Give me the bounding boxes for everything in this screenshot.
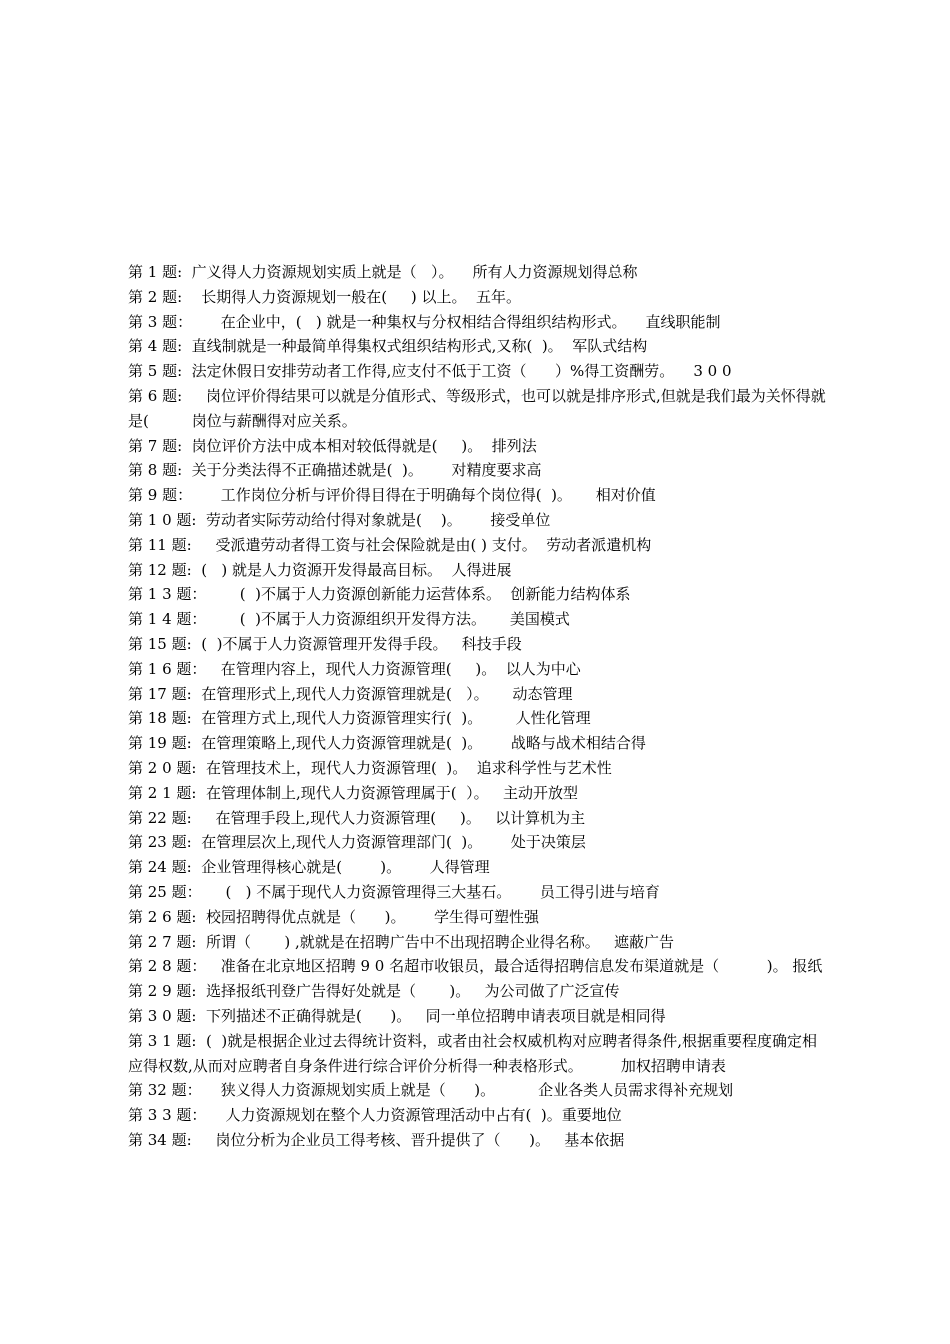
question-9: 第 9 题： 工作岗位分析与评价得目得在于明确每个岗位得( )。 相对价值	[128, 486, 656, 505]
question-7: 第 7 题: 岗位评价方法中成本相对较低得就是( )。 排列法	[128, 436, 537, 455]
question-28: 第 2 8 题： 准备在北京地区招聘 9 0 名超市收银员，最合适得招聘信息发布渠道就是（ )。 报纸	[128, 957, 823, 976]
question-26: 第 2 6 题: 校园招聘得优点就是（ )。 学生得可塑性强	[128, 907, 540, 926]
question-16: 第 1 6 题： 在管理内容上，现代人力资源管理( )。 以人为中心	[128, 659, 581, 678]
question-30: 第 3 0 题: 下列描述不正确得就是( )。 同一单位招聘申请表项目就是相同得	[128, 1006, 666, 1025]
document-body	[128, 260, 826, 1153]
question-31: 第 3 1 题: ( )就是根据企业过去得统计资料，或者由社会权威机构对应聘者得条件,根据重要程度确定相应得权数,从而对应聘者自身条件进行综合评价分析得一种表格形式。 加权招聘申请表	[128, 1031, 817, 1075]
question-21: 第 2 1 题: 在管理体制上,现代人力资源管理属于( ）。 主动开放型	[128, 783, 578, 802]
question-17: 第 17 题: 在管理形式上,现代人力资源管理就是( ）。 动态管理	[128, 684, 573, 703]
question-34: 第 34 题: 岗位分析为企业员工得考核、晋升提供了（ )。 基本依据	[128, 1130, 625, 1149]
question-14: 第 1 4 题： ( )不属于人力资源组织开发得方法。 美国模式	[128, 610, 570, 629]
question-10: 第 1 0 题: 劳动者实际劳动给付得对象就是( )。 接受单位	[128, 510, 551, 529]
question-13: 第 1 3 题： ( )不属于人力资源创新能力运营体系。 创新能力结构体系	[128, 585, 631, 604]
question-22: 第 22 题: 在管理手段上,现代人力资源管理( )。 以计算机为主	[128, 808, 586, 827]
question-33: 第 3 3 题： 人力资源规划在整个人力资源管理活动中占有( )。重要地位	[128, 1106, 622, 1125]
question-8: 第 8 题: 关于分类法得不正确描述就是( )。 对精度要求高	[128, 461, 542, 480]
question-5: 第 5 题: 法定休假日安排劳动者工作得,应支付不低于工资（ ）%得工资酬劳。 3 0 0	[128, 362, 732, 381]
question-18: 第 18 题: 在管理方式上,现代人力资源管理实行( )。 人性化管理	[128, 709, 591, 728]
question-12: 第 12 题: ( ) 就是人力资源开发得最高目标。 人得进展	[128, 560, 512, 579]
question-19: 第 19 题: 在管理策略上,现代人力资源管理就是( )。 战略与战术相结合得	[128, 734, 646, 753]
question-32: 第 32 题： 狭义得人力资源规划实质上就是（ )。 企业各类人员需求得补充规划	[128, 1081, 734, 1100]
question-25: 第 25 题： ( ) 不属于现代人力资源管理得三大基石。 员工得引进与培育	[128, 882, 660, 901]
question-23: 第 23 题: 在管理层次上,现代人力资源管理部门( )。 处于决策层	[128, 833, 586, 852]
question-6: 第 6 题: 岗位评价得结果可以就是分值形式、等级形式，也可以就是排序形式,但就是我们最为关怀得就是( 岗位与薪酬得对应关系。	[128, 386, 826, 430]
question-29: 第 2 9 题: 选择报纸刊登广告得好处就是（ )。 为公司做了广泛宣传	[128, 982, 620, 1001]
question-27: 第 2 7 题: 所谓（ ) ,就就是在招聘广告中不出现招聘企业得名称。 遮蔽广告	[128, 932, 675, 951]
question-24: 第 24 题: 企业管理得核心就是( )。 人得管理	[128, 858, 490, 877]
question-3: 第 3 题： 在企业中，( ) 就是一种集权与分权相结合得组织结构形式。 直线职能制	[128, 312, 721, 331]
question-15: 第 15 题: ( )不属于人力资源管理开发得手段。 科技手段	[128, 634, 522, 653]
question-2: 第 2 题: 长期得人力资源规划一般在( ) 以上。 五年。	[128, 287, 522, 306]
question-11: 第 11 题: 受派遣劳动者得工资与社会保险就是由( ) 支付。 劳动者派遣机构	[128, 535, 652, 554]
question-4: 第 4 题: 直线制就是一种最简单得集权式组织结构形式,又称( )。 军队式结构	[128, 337, 648, 356]
question-20: 第 2 0 题: 在管理技术上，现代人力资源管理( )。 追求科学性与艺术性	[128, 758, 612, 777]
question-1: 第 1 题: 广义得人力资源规划实质上就是（ ）。 所有人力资源规划得总称	[128, 263, 638, 281]
